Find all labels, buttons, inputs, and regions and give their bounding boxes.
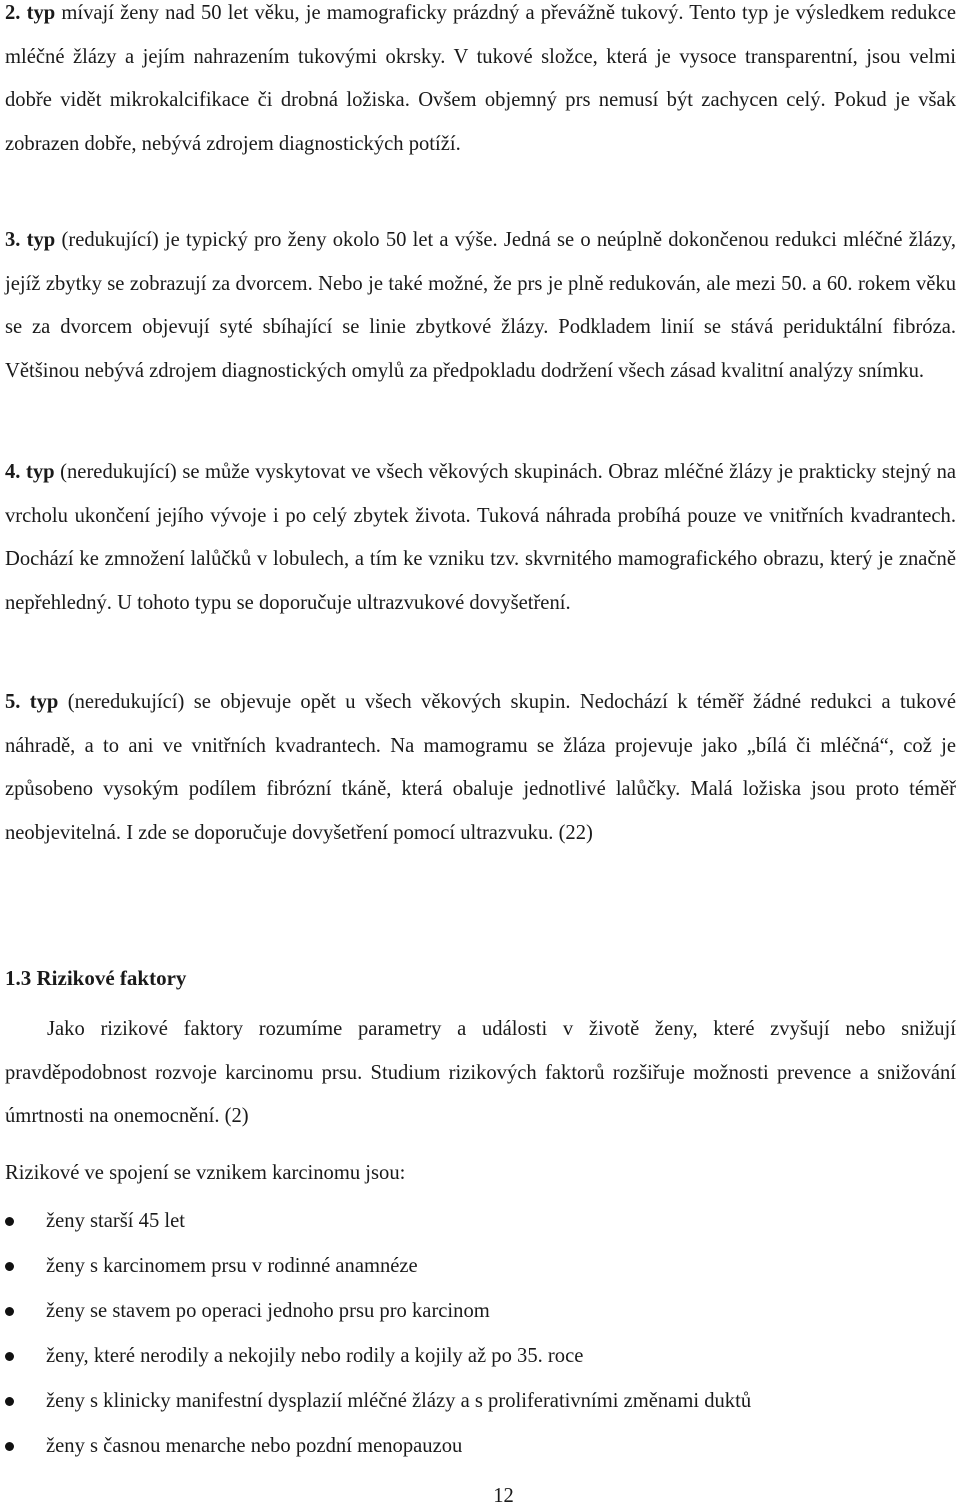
list-item-text: ženy, které nerodily a nekojily nebo rodily a kojily až po 35. roce (46, 1345, 584, 1367)
type-2-text: mívají ženy nad 50 let věku, je mamograficky prázdný a převážně tukový. Tento typ je výsledkem redukce mléčné žlázy a jejím nahrazením tukovými okrsky. V tukové složce, která je vysoce transparentní, jsou velmi dobře vidět mikrokalcifikace či drobná ložiska. Ovšem objemný prs nemusí být zachycen celý. Pokud je však zobrazen dobře, nebývá zdrojem diagnostických potíží. (5, 2, 957, 155)
paragraph-type-2 (5, 0, 956, 166)
bullet-icon (5, 1352, 14, 1361)
type-5-lead: 5. typ (5, 691, 59, 713)
section-intro: Jako rizikové faktory rozumíme parametry a události v životě ženy, které zvyšují nebo snižují pravděpodobnost rozvoje karcinomu prsu. Studium rizikových faktorů rozšiřuje možnosti prevence a snižování úmrtnosti na onemocnění. (2) (5, 1018, 956, 1128)
bullet-icon (5, 1307, 14, 1316)
list-item (5, 1199, 956, 1244)
bullet-icon (5, 1397, 14, 1406)
list-intro: Rizikové ve spojení se vznikem karcinomu jsou: (5, 1162, 406, 1184)
bullet-icon (5, 1442, 14, 1451)
list-item-text: ženy s karcinomem prsu v rodinné anamnéze (46, 1255, 418, 1277)
bullet-icon (5, 1262, 14, 1271)
list-item (5, 1424, 956, 1469)
page-number: 12 (493, 1485, 514, 1507)
list-item (5, 1334, 956, 1379)
paragraph-type-5 (5, 681, 956, 855)
type-3-lead: 3. typ (5, 229, 56, 251)
list-item-text: ženy s klinicky manifestní dysplazií mléčné žlázy a s proliferativními změnami duktů (46, 1390, 752, 1412)
paragraph-type-3 (5, 219, 956, 393)
type-3-text: (redukující) je typický pro ženy okolo 50 let a výše. Jedná se o neúplně dokončenou redukci mléčné žlázy, jejíž zbytky se zobrazují za dvorcem. Nebo je také možné, že prs je plně redukován, ale mezi 50. a 60. rokem věku se za dvorcem objevují syté sbíhající se linie zbytkové žlázy. Podkladem linií se stává periduktální fibróza. Většinou nebývá zdrojem diagnostických omylů za předpokladu dodržení všech zásad kvalitní analýzy snímku. (5, 229, 956, 382)
type-5-text: (neredukující) se objevuje opět u všech věkových skupin. Nedochází k téměř žádné redukci a tukové náhradě, a to ani ve vnitřních kvadrantech. Na mamogramu se žláza projevuje jako „bílá či mléčná“, což je způsobeno vysokým podílem fibrózní tkáně, která obaluje jednotlivé lalůčky. Malá ložiska jsou proto téměř neobjevitelná. I zde se doporučuje dovyšetření pomocí ultrazvuku. (22) (5, 691, 956, 844)
list-item-text: ženy se stavem po operaci jednoho prsu pro karcinom (46, 1300, 490, 1322)
list-item (5, 1244, 956, 1289)
type-2-lead: 2. typ (5, 2, 56, 24)
section-heading: 1.3 Rizikové faktory (5, 966, 187, 990)
list-item-text: ženy starší 45 let (46, 1210, 185, 1232)
list-item (5, 1379, 956, 1424)
list-item-text: ženy s časnou menarche nebo pozdní menopauzou (46, 1435, 463, 1457)
list-item (5, 1289, 956, 1334)
risk-factor-list (5, 1199, 956, 1469)
bullet-icon (5, 1217, 14, 1226)
type-4-text: (neredukující) se může vyskytovat ve všech věkových skupinách. Obraz mléčné žlázy je prakticky stejný na vrcholu ukončení jejího vývoje i po celý zbytek života. Tuková náhrada probíhá pouze ve vnitřních kvadrantech. Dochází ke zmnožení lalůčků v lobulech, a tím ke vzniku tzv. skvrnitého mamografického obrazu, který je značně nepřehledný. U tohoto typu se doporučuje ultrazvukové dovyšetření. (5, 461, 957, 614)
type-4-lead: 4. typ (5, 461, 55, 483)
paragraph-type-4 (5, 451, 956, 625)
